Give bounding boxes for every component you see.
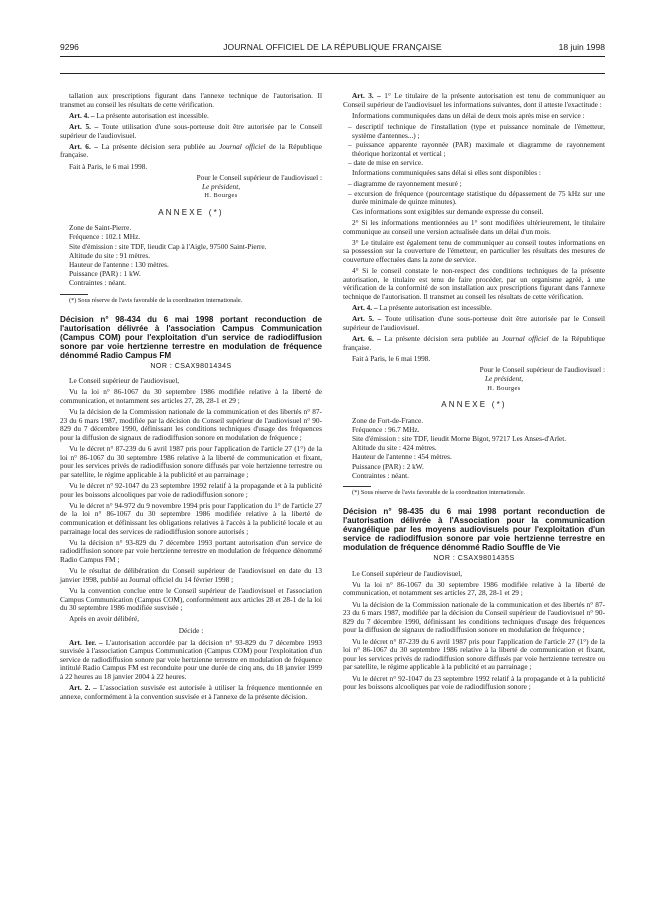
issue-date: 18 juin 1998	[558, 42, 605, 52]
visa-paragraph: Vu le décret n° 94-972 du 9 novembre 1994 pris pour l'application du 1° de l'article 27 de la loi n° 86-1067 du 30 septembre 1986 modifiée relative à la liberté de communication et définissant les obligations relatives à l'accès à la publicité locale et au parrainage local des services de radiodiffusion sonore autorisés ;	[60, 500, 322, 536]
header-rule-top	[60, 56, 605, 57]
annexe-lines	[343, 417, 605, 481]
right-column	[343, 92, 605, 694]
article-3-paragraph: 4° Si le conseil constate le non-respect des conditions techniques de la présente autorisation, le titulaire est tenu de faire procéder, par un organisme agréé, à une vérification de la conformité de son installation aux prescriptions figurant dans l'annexe technique de l'autorisation. Il transmet au conseil les résultats de cette vérification.	[343, 266, 605, 302]
article-3-paragraph: Ces informations sont exigibles sur demande expresse du conseil.	[352, 206, 544, 216]
nor-reference: NOR : CSAX9801434S	[150, 362, 232, 370]
header-rule-bottom	[60, 73, 605, 74]
visa-paragraph: Vu le décret n° 87-239 du 6 avril 1987 pris pour l'application de l'article 27 (1°) de la loi n° 86-1067 du 30 septembre 1986 relative à la liberté de communication et fixant, pour les services privés de radiodiffusion sonore diffusés par voie hertzienne terrestre ou par satellite, le régime applicable à la publicité et au parrainage ;	[60, 444, 322, 479]
annexe-line: Hauteur de l'antenne : 454 mètres.	[352, 452, 452, 462]
page-number: 9296	[60, 42, 79, 52]
signature-name: H. Bourges	[204, 192, 238, 200]
article-1: Art. 1er. – L'autorisation accordée par la décision n° 93-829 du 7 décembre 1993 susvisée à l'association Campus Communication (Campus COM) pour l'exploitation d'un service de radiodiffusion sonore par voie hertzienne terrestre en modulation de fréquence intitulé Radio Campus FM est reconduite pour une durée de cinq ans, du 18 janvier 1999 à 22 heures au 18 janvier 2004 à 22 heures.	[60, 637, 322, 681]
annexe-line: Contraintes : néant.	[69, 278, 126, 288]
annexe-line: Site d'émission : site TDF, lieudit Cap à l'Aigle, 97500 Saint-Pierre.	[69, 241, 267, 251]
article-6: Art. 6. – La présente décision sera publiée au Journal officiel de la République française.	[343, 334, 605, 352]
visa-paragraph: Vu le décret n° 92-1047 du 23 septembre 1992 relatif à la propagande et à la publicité pour les boissons alcooliques par voie de radiodiffusion sonore ;	[60, 481, 322, 499]
article-3-paragraph: 2° Si les informations mentionnées au 1° sont modifiées ultérieurement, le titulaire communique au conseil une version actualisée dans un délai d'un mois.	[343, 218, 605, 236]
annexe-line: Hauteur de l'antenne : 130 mètres.	[69, 260, 169, 270]
annexe-heading: ANNEXE (*)	[441, 400, 507, 410]
signature-role: Le président,	[201, 181, 241, 191]
journal-title: JOURNAL OFFICIEL DE LA RÉPUBLIQUE FRANÇAISE	[223, 42, 442, 52]
visa-paragraph: Le Conseil supérieur de l'audiovisuel,	[352, 568, 463, 578]
visas-list	[343, 570, 605, 692]
signature-role: Le président,	[484, 374, 524, 384]
visa-paragraph: Le Conseil supérieur de l'audiovisuel,	[69, 376, 180, 386]
article-5: Art. 5. – Toute utilisation d'une sous-porteuse doit être autorisée par le Conseil supérieur de l'audiovisuel.	[60, 121, 322, 140]
visa-paragraph: Vu la décision de la Commission nationale de la communication et des libertés n° 87-23 du 6 mars 1987, modifiée par la décision du Conseil supérieur de l'audiovisuel n° 90-829 du 7 décembre 1990, définissant les conditions techniques d'usage des fréquences pour la diffusion de signaux de radiodiffusion sonore en modulation de fréquence ;	[60, 407, 322, 442]
article-3: Art. 3. – 1° Le titulaire de la présente autorisation est tenu de communiquer au Conseil supérieur de l'audiovisuel les informations suivantes, dont il atteste l'exactitude :	[343, 91, 605, 109]
annexe-line: Fréquence : 102.1 MHz.	[69, 232, 141, 242]
info-item: – puissance apparente rayonnée (PAR) maximale et diagramme de rayonnement théorique horizontal et vertical ;	[348, 140, 605, 158]
annexe-heading: ANNEXE (*)	[158, 207, 224, 217]
signature-org: Pour le Conseil supérieur de l'audiovisuel :	[196, 172, 322, 182]
decision-title: Décision n° 98-434 du 6 mai 1998 portant reconduction de l'autorisation délivrée à l'association Campus Communication (Campus COM) pour l'exploitation d'un service de radiodiffusion sonore par voie hertzienne terrestre en modulation de fréquence dénommé Radio Campus FM	[60, 314, 322, 360]
visa-paragraph: Vu la convention conclue entre le Conseil supérieur de l'audiovisuel et l'association Campus Communication (Campus COM), conformément aux articles 28 et 28-1 de la loi du 30 septembre 1986 modifiée susvisée ;	[60, 586, 322, 613]
annexe-line: Altitude du site : 91 mètres.	[69, 250, 151, 260]
annexe-line: Puissance (PAR) : 2 kW.	[352, 461, 424, 471]
decide-heading: Décide :	[178, 625, 204, 635]
footnote: (*) Sous réserve de l'avis favorable de la coordination internationale.	[352, 489, 526, 497]
annexe-line: Zone de Saint-Pierre.	[69, 223, 132, 233]
info-intro: Informations communiquées dans un délai de deux mois après mise en service :	[352, 110, 585, 120]
visa-paragraph: Vu la loi n° 86-1067 du 30 septembre 1986 modifiée relative à la liberté de communication, et notamment ses articles 27, 28, 28-1 et 29 ;	[343, 579, 605, 598]
footnote-rule	[60, 294, 88, 295]
article-3-paragraphs	[343, 208, 605, 302]
info-item: – diagramme de rayonnement mesuré ;	[348, 179, 462, 189]
article-4: Art. 4. – La présente autorisation est incessible.	[352, 303, 492, 313]
footnote: (*) Sous réserve de l'avis favorable de la coordination internationale.	[69, 297, 243, 304]
visa-paragraph: Vu le décret n° 87-239 du 6 avril 1987 pris pour l'application de l'article 27 (1°) de la loi n° 86-1067 du 30 septembre 1986 relative à la liberté de communication et fixant, pour les services privés de radiodiffusion sonore diffusés par voie hertzienne terrestre ou par satellite, le régime applicable à la publicité et au parrainage ;	[343, 636, 605, 672]
visa-paragraph: Vu la décision n° 93-829 du 7 décembre 1993 portant autorisation d'un service de radiodiffusion sonore par voie hertzienne terrestre en modulation de fréquence dénommé Radio Campus FM ;	[60, 537, 322, 565]
page-header	[60, 42, 605, 56]
visa-paragraph: Vu le décret n° 92-1047 du 23 septembre 1992 relatif à la propagande et à la publicité pour les boissons alcooliques par voie de radiodiffusion sonore ;	[343, 673, 605, 692]
info2-intro: Informations communiquées sans délai si elles sont disponibles :	[352, 167, 541, 177]
annexe-line: Altitude du site : 424 mètres.	[352, 443, 437, 453]
left-column	[60, 92, 322, 704]
visas-list	[60, 377, 322, 624]
info2-items	[343, 180, 605, 207]
info-item: – descriptif technique de l'installation (type et puissance nominale de l'émetteur, système d'antennes...) ;	[348, 121, 605, 140]
visa-paragraph: Vu le résultat de délibération du Conseil supérieur de l'audiovisuel en date du 13 janvier 1998, publié au Journal officiel du 14 février 1998 ;	[60, 566, 322, 584]
article-4: Art. 4. – La présente autorisation est incessible.	[69, 110, 209, 120]
annexe-line: Zone de Fort-de-France.	[352, 415, 424, 425]
continuation-paragraph: tallation aux prescriptions figurant dans l'annexe technique de l'autorisation. Il transmet au conseil les résultats de cette vérification.	[60, 91, 322, 109]
annexe-line: Site d'émission : site TDF, lieudit Morne Bigot, 97217 Les Anses-d'Arlet.	[352, 434, 567, 444]
visa-paragraph: Vu la loi n° 86-1067 du 30 septembre 1986 modifiée relative à la liberté de communication, et notamment ses articles 27, 28, 28-1 et 29 ;	[60, 387, 322, 405]
info-items	[343, 123, 605, 168]
fait-a-paris: Fait à Paris, le 6 mai 1998.	[69, 161, 148, 171]
annexe-line: Contraintes : néant.	[352, 470, 409, 480]
visa-paragraph: Vu la décision de la Commission nationale de la communication et des libertés n° 87-23 du 6 mars 1987, modifiée par la décision du Conseil supérieur de l'audiovisuel n° 90-829 du 7 décembre 1990, définissant les conditions techniques d'usage des fréquences pour la diffusion de signaux de radiodiffusion sonore en modulation de fréquence ;	[343, 599, 605, 635]
article-3-paragraph: 3° Le titulaire est également tenu de communiquer au conseil toutes informations en sa possession sur la couverture de l'émetteur, en particulier les résultats des mesures de couverture effectuées dans la zone de service.	[343, 237, 605, 265]
annexe-line: Fréquence : 96.7 MHz.	[352, 424, 420, 434]
annexe-lines	[60, 224, 322, 288]
info-item: – excursion de fréquence (pourcentage statistique du dépassement de 75 kHz sur une durée minimale de quinze minutes).	[348, 188, 605, 207]
footnote-rule	[343, 486, 371, 487]
decision-title: Décision n° 98-435 du 6 mai 1998 portant reconduction de l'autorisation délivrée à l'Association pour la communication évangélique par les moyens audiovisuels pour l'exploitation d'un service de radiodiffusion sonore par voie hertzienne terrestre en modulation de fréquence dénommé Radio Souffle de Vie	[343, 507, 605, 553]
info-item: – date de mise en service.	[348, 158, 423, 168]
annexe-line: Puissance (PAR) : 1 kW.	[69, 269, 141, 279]
nor-reference: NOR : CSAX9801435S	[433, 555, 515, 563]
signature-org: Pour le Conseil supérieur de l'audiovisuel :	[479, 365, 605, 375]
article-6: Art. 6. – La présente décision sera publiée au Journal officiel de la République française.	[60, 141, 322, 160]
article-2: Art. 2. – L'association susvisée est autorisée à utiliser la fréquence mentionnée en annexe, conformément à la convention susvisée et à l'annexe de la présente décision.	[60, 683, 322, 701]
signature-name: H. Bourges	[487, 384, 521, 392]
article-5: Art. 5. – Toute utilisation d'une sous-porteuse doit être autorisée par le Conseil supérieur de l'audiovisuel.	[343, 314, 605, 332]
fait-a-paris: Fait à Paris, le 6 mai 1998.	[352, 353, 431, 363]
visa-paragraph: Après en avoir délibéré,	[69, 614, 140, 624]
